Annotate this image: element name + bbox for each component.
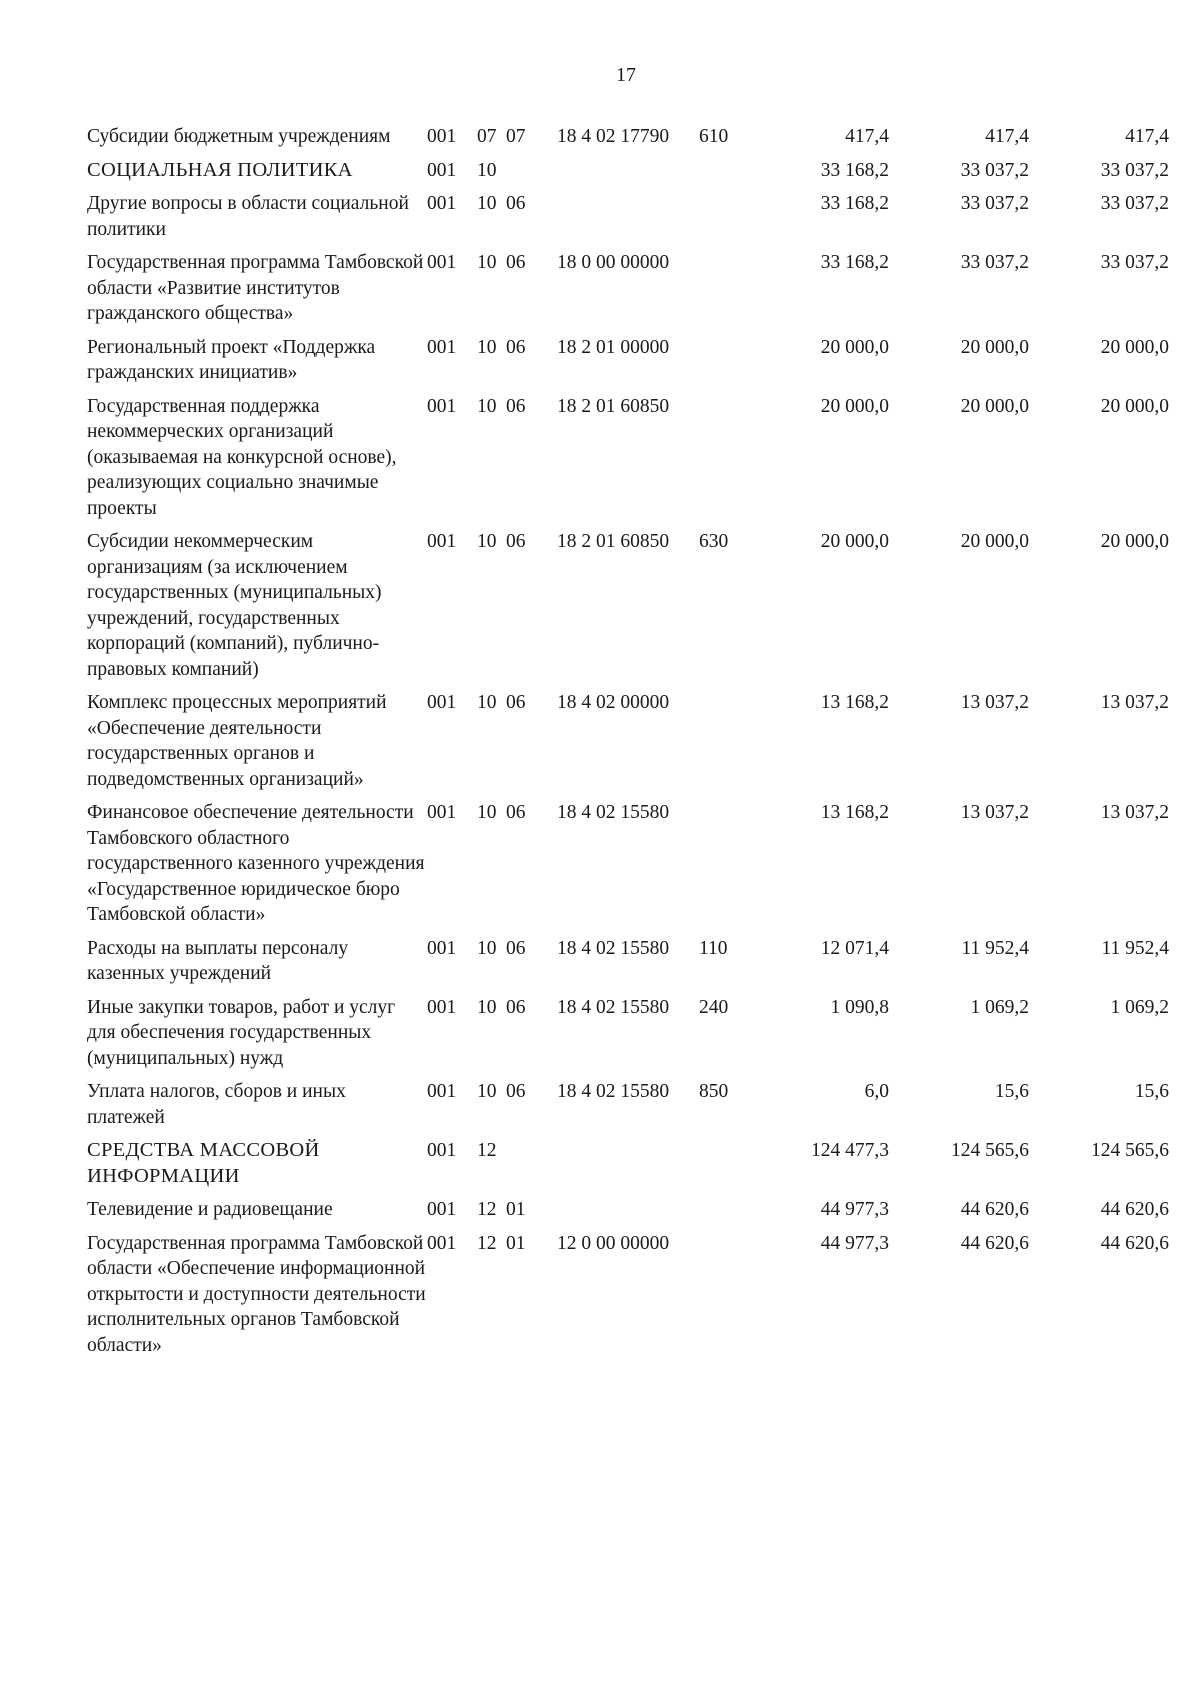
amount-year-2: 33 037,2: [960, 193, 1029, 214]
expense-type-code: [699, 1138, 749, 1197]
amount-year-1: 20 000,0: [820, 531, 889, 552]
ved-code: 001: [427, 395, 457, 417]
amount-year-3: 1 069,2: [1110, 996, 1169, 1018]
table-row: [87, 1079, 1169, 1138]
amount-year-3: 417,4: [1125, 126, 1169, 147]
ved-code: 001: [427, 802, 457, 823]
section-code: 10: [477, 159, 497, 181]
row-name: Иные закупки товаров, работ и услуг для обеспечения государственных (муниципальных) нужд: [87, 996, 396, 1069]
amount-year-2: 13 037,2: [960, 802, 1029, 823]
amount-year-3: 44 620,6: [1100, 1199, 1169, 1220]
amount-year-3: 20 000,0: [1100, 336, 1169, 358]
amount-year-3: 124 565,6: [1091, 1140, 1169, 1161]
amount-year-2: 20 000,0: [960, 395, 1029, 417]
amount-year-3: 33 037,2: [1100, 193, 1169, 214]
amount-year-1: 13 168,2: [820, 692, 889, 713]
ved-code: 001: [427, 1199, 457, 1220]
subsection-code: 06: [506, 395, 526, 417]
amount-year-1: 1 090,8: [830, 996, 889, 1018]
section-code: 12: [477, 1199, 497, 1220]
amount-year-3: 20 000,0: [1100, 531, 1169, 552]
amount-year-3: 15,6: [1134, 1081, 1169, 1102]
amount-year-1: 417,4: [845, 126, 889, 147]
row-name: СОЦИАЛЬНАЯ ПОЛИТИКА: [87, 158, 353, 181]
target-article-code: 12 0 00 00000: [557, 1232, 670, 1254]
table-row: [87, 1197, 1169, 1231]
row-name: Другие вопросы в области социальной политики: [87, 193, 409, 240]
target-article-code: 18 2 01 00000: [557, 336, 670, 358]
subsection-code: 01: [506, 1232, 526, 1254]
section-code: 10: [477, 531, 497, 552]
table-row: [87, 690, 1169, 800]
ved-code: 001: [427, 1232, 457, 1254]
ved-code: 001: [427, 193, 457, 214]
target-article-code: 18 0 00 00000: [557, 252, 670, 273]
amount-year-2: 13 037,2: [960, 692, 1029, 713]
row-name: Государственная программа Тамбовской области «Развитие институтов гражданского общества»: [87, 252, 424, 324]
amount-year-2: 33 037,2: [960, 159, 1029, 181]
target-article-code: [557, 191, 699, 250]
table-row: [87, 529, 1169, 690]
section-code: 10: [477, 937, 497, 959]
amount-year-2: 20 000,0: [960, 531, 1029, 552]
page-number: 17: [616, 64, 636, 86]
expense-type-code: [699, 1231, 749, 1367]
amount-year-2: 44 620,6: [960, 1199, 1029, 1220]
subsection-code: 06: [506, 692, 526, 713]
expense-type-code: [699, 158, 749, 192]
expense-type-code: [699, 191, 749, 250]
amount-year-3: 33 037,2: [1100, 159, 1169, 181]
subsection-code: 06: [506, 802, 526, 823]
ved-code: 001: [427, 1140, 457, 1161]
expense-type-code: 110: [699, 937, 728, 959]
table-row: [87, 158, 1169, 192]
amount-year-2: 417,4: [985, 126, 1029, 147]
amount-year-1: 13 168,2: [820, 802, 889, 823]
target-article-code: 18 4 02 00000: [557, 692, 670, 713]
row-name: Телевидение и радиовещание: [87, 1199, 333, 1220]
amount-year-2: 15,6: [994, 1081, 1029, 1102]
amount-year-3: 44 620,6: [1100, 1232, 1169, 1254]
target-article-code: 18 4 02 15580: [557, 802, 670, 823]
subsection-code: [506, 158, 557, 192]
table-row: [87, 191, 1169, 250]
target-article-code: [557, 1138, 699, 1197]
ved-code: 001: [427, 996, 457, 1018]
amount-year-3: 11 952,4: [1101, 937, 1169, 959]
amount-year-2: 44 620,6: [960, 1232, 1029, 1254]
expense-type-code: 610: [699, 126, 729, 147]
section-code: 10: [477, 692, 497, 713]
expense-type-code: [699, 250, 749, 335]
row-name: Комплекс процессных мероприятий «Обеспечение деятельности государственных органов и подведомственных организаций»: [87, 692, 387, 790]
ved-code: 001: [427, 531, 457, 552]
row-name: Расходы на выплаты персоналу казенных учреждений: [87, 937, 349, 984]
table-row: [87, 335, 1169, 394]
subsection-code: 06: [506, 1081, 526, 1102]
amount-year-2: 124 565,6: [951, 1140, 1029, 1161]
amount-year-2: 33 037,2: [960, 252, 1029, 273]
expense-type-code: [699, 800, 749, 936]
ved-code: 001: [427, 126, 457, 147]
amount-year-1: 44 977,3: [820, 1232, 889, 1254]
ved-code: 001: [427, 252, 457, 273]
amount-year-1: 33 168,2: [820, 252, 889, 273]
row-name: Финансовое обеспечение деятельности Тамбовского областного государственного казенного учреждения «Государственное юридическое бюро Тамбовской области»: [87, 802, 425, 925]
row-name: Субсидии некоммерческим организациям (за исключением государственных (муниципальных) учреждений, государственных корпораций (компаний), публично-правовых компаний): [87, 531, 382, 680]
table-row: [87, 1231, 1169, 1367]
amount-year-1: 12 071,4: [820, 937, 889, 959]
target-article-code: 18 2 01 60850: [557, 395, 670, 417]
amount-year-1: 6,0: [864, 1081, 889, 1102]
subsection-code: 06: [506, 193, 526, 214]
expense-type-code: [699, 1197, 749, 1231]
section-code: 10: [477, 996, 497, 1018]
subsection-code: 06: [506, 937, 526, 959]
row-name: Уплата налогов, сборов и иных платежей: [87, 1081, 346, 1128]
section-code: 10: [477, 802, 497, 823]
amount-year-3: 33 037,2: [1100, 252, 1169, 273]
subsection-code: 06: [506, 531, 526, 552]
expense-type-code: 850: [699, 1081, 729, 1102]
expense-type-code: [699, 690, 749, 800]
ved-code: 001: [427, 692, 457, 713]
table-row: [87, 124, 1169, 158]
expense-type-code: [699, 335, 749, 394]
amount-year-2: 20 000,0: [960, 336, 1029, 358]
section-code: 07: [477, 126, 497, 147]
table-row: [87, 800, 1169, 936]
expense-type-code: 630: [699, 531, 729, 552]
section-code: 10: [477, 395, 497, 417]
row-name: СРЕДСТВА МАССОВОЙ ИНФОРМАЦИИ: [87, 1139, 320, 1187]
table-row: [87, 936, 1169, 995]
target-article-code: [557, 158, 699, 192]
section-code: 10: [477, 1081, 497, 1102]
amount-year-3: 20 000,0: [1100, 395, 1169, 417]
section-code: 10: [477, 193, 497, 214]
budget-table: [87, 124, 1169, 1366]
target-article-code: 18 4 02 15580: [557, 996, 670, 1018]
target-article-code: 18 4 02 17790: [557, 126, 670, 147]
amount-year-2: 1 069,2: [970, 996, 1029, 1018]
amount-year-3: 13 037,2: [1100, 802, 1169, 823]
expense-type-code: [699, 394, 749, 530]
amount-year-1: 44 977,3: [820, 1199, 889, 1220]
table-row: [87, 394, 1169, 530]
subsection-code: 06: [506, 336, 526, 358]
section-code: 12: [477, 1140, 497, 1161]
amount-year-1: 124 477,3: [811, 1140, 889, 1161]
subsection-code: 07: [506, 126, 526, 147]
target-article-code: 18 2 01 60850: [557, 531, 670, 552]
subsection-code: 01: [506, 1199, 526, 1220]
amount-year-1: 20 000,0: [820, 395, 889, 417]
row-name: Субсидии бюджетным учреждениям: [87, 126, 391, 147]
ved-code: 001: [427, 336, 457, 358]
amount-year-2: 11 952,4: [961, 937, 1029, 959]
section-code: 10: [477, 252, 497, 273]
section-code: 10: [477, 336, 497, 358]
row-name: Региональный проект «Поддержка гражданских инициатив»: [87, 336, 376, 383]
ved-code: 001: [427, 1081, 457, 1102]
subsection-code: 06: [506, 252, 526, 273]
target-article-code: [557, 1197, 699, 1231]
subsection-code: [506, 1138, 557, 1197]
amount-year-1: 20 000,0: [820, 336, 889, 358]
section-code: 12: [477, 1232, 497, 1254]
subsection-code: 06: [506, 996, 526, 1018]
amount-year-3: 13 037,2: [1100, 692, 1169, 713]
ved-code: 001: [427, 937, 457, 959]
expense-type-code: 240: [699, 996, 729, 1018]
ved-code: 001: [427, 159, 457, 181]
amount-year-1: 33 168,2: [820, 159, 889, 181]
amount-year-1: 33 168,2: [820, 193, 889, 214]
row-name: Государственная программа Тамбовской области «Обеспечение информационной открытости и доступности деятельности исполнительных органов Тамбовской области»: [87, 1232, 426, 1356]
target-article-code: 18 4 02 15580: [557, 937, 670, 959]
target-article-code: 18 4 02 15580: [557, 1081, 670, 1102]
row-name: Государственная поддержка некоммерческих организаций (оказываемая на конкурсной основе), реализующих социально значимые проекты: [87, 395, 397, 519]
table-row: [87, 995, 1169, 1080]
table-row: [87, 250, 1169, 335]
table-row: [87, 1138, 1169, 1197]
